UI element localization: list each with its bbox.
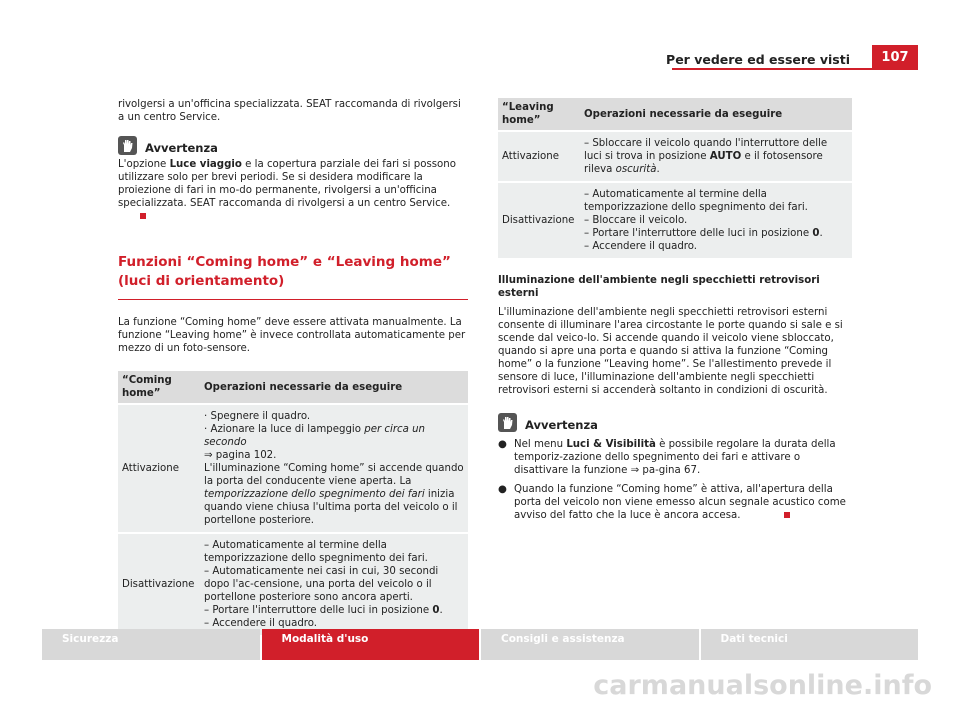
hand-note-icon (498, 413, 517, 432)
table-row (118, 534, 468, 635)
table-header: “Leaving home” (498, 98, 580, 130)
footer-nav (42, 629, 918, 660)
table-cell: Disattivazione (118, 534, 200, 635)
tab-dati-tecnici[interactable]: Dati tecnici (701, 629, 919, 660)
table-header-row (118, 371, 468, 403)
table-row (498, 132, 852, 181)
mirror-paragraph: L'illuminazione dell'ambiente negli specchietti retrovisori esterni consente di illuminare l'area circostante le porte quando si sale e si scende dal veico-lo. Si accende quando il veicolo viene sbloccato, quando si apre una porta e quando si attiva la funzione “Coming home” o la funzione “Leaving home”. Se l'allestimento prevede il sensore di luce, l'illuminazione dell'ambiente negli specchietti retrovisori esterni si accenderà soltanto in condizioni di oscurità. (498, 307, 843, 396)
table-cell: – Automaticamente al termine della temporizzazione dello spegnimento dei fari. – Bloccare il veicolo. – Portare l'interruttore delle luci in posizione 0. – Accendere il quadro. (580, 183, 852, 258)
bullet-icon: ● (498, 439, 507, 450)
table-header: Operazioni necessarie da eseguire (580, 98, 852, 130)
table-header: “Coming home” (118, 371, 200, 403)
table-cell: – Automaticamente al termine della temporizzazione dello spegnimento dei fari. – Automaticamente nei casi in cui, 30 secondi dopo l'ac-censione, una porta del veicolo o il portellone posteriore sono ancora aperti. – Portare l'interruttore delle luci in posizione 0. – Accendere il quadro. (200, 534, 468, 635)
leaving-home-table (498, 96, 852, 260)
section-intro: La funzione “Coming home” deve essere attivata manualmente. La funzione “Leaving home” è invece controllata automaticamente per mezzo di un foto-sensore. (118, 317, 466, 354)
warning-title: Avvertenza (525, 418, 598, 432)
table-cell: · Spegnere il quadro. · Azionare la luce di lampeggio per circa un secondo ⇒ pagina 102. L'illuminazione “Coming home” si accende quando la porta del conducente viene aperta. La temporizzazione dello spegnimento dei fari inizia quando viene chiusa l'ultima porta del veicolo o il portellone posteriore. (200, 405, 468, 532)
tab-sicurezza[interactable]: Sicurezza (42, 629, 260, 660)
subheading: Illuminazione dell'ambiente negli specchietti retrovisori esterni (498, 275, 820, 299)
end-marker (140, 213, 146, 219)
table-cell: Attivazione (498, 132, 580, 181)
watermark: carmanualsonline.info (593, 670, 932, 701)
warning-heading (118, 136, 468, 155)
warning-title: Avvertenza (145, 141, 218, 155)
coming-home-table (118, 369, 468, 637)
intro-paragraph: rivolgersi a un'officina specializzata. SEAT raccomanda di rivolgersi a un centro Service. (118, 99, 461, 123)
tab-consigli-e-assistenza[interactable]: Consigli e assistenza (481, 629, 699, 660)
table-header-row (498, 98, 852, 130)
section-title: Funzioni “Coming home” e “Leaving home” (luci di orientamento) (118, 253, 468, 300)
tab-modalita-duso[interactable]: Modalità d'uso (262, 629, 480, 660)
bullet-icon: ● (498, 484, 507, 495)
table-cell: Attivazione (118, 405, 200, 532)
right-column (498, 98, 852, 522)
table-cell: Disattivazione (498, 183, 580, 258)
page-number: 107 (872, 45, 918, 70)
table-row (498, 183, 852, 258)
page-header-title: Per vedere ed essere visti (666, 52, 850, 67)
end-marker (784, 512, 790, 518)
table-header: Operazioni necessarie da eseguire (200, 371, 468, 403)
hand-note-icon (118, 136, 137, 155)
left-column (118, 98, 468, 637)
table-row (118, 405, 468, 532)
warning-text: L'opzione Luce viaggio e la copertura parziale dei fari si possono utilizzare solo per brevi periodi. Se si desidera modificare la proiezione di fari in mo-do permanente, rivolgersi a un'officina specializzata. SEAT raccomanda di rivolgersi a un centro Service. (118, 158, 468, 223)
table-cell: – Sbloccare il veicolo quando l'interruttore delle luci si trova in posizione AUTO e il fotosensore rileva oscurità. (580, 132, 852, 181)
list-item: ● Nel menu Luci & Visibilità è possibile regolare la durata della temporiz-zazione dello spegnimento dei fari e attivare o disattivare la funzione ⇒ pa-gina 67. (498, 439, 836, 476)
list-item: ● Quando la funzione “Coming home” è attiva, all'apertura della porta del veicolo non viene emesso alcun segnale acustico come avviso del fatto che la luce è ancora accesa. (498, 484, 846, 521)
warning-heading (498, 413, 852, 432)
